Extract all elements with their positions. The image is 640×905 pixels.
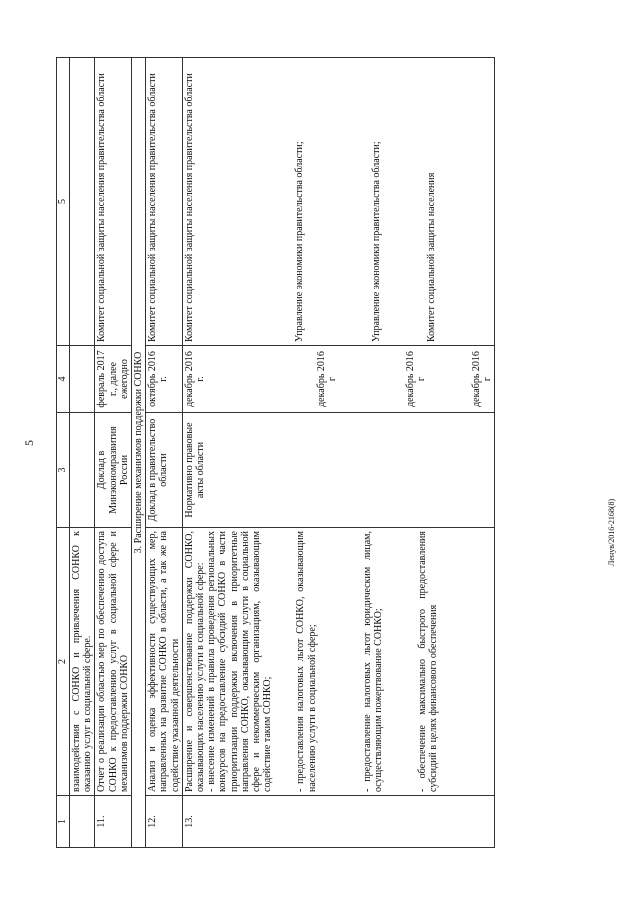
responsible-3: Управление экономики правительства области; bbox=[371, 141, 383, 342]
rotated-table-frame bbox=[56, 58, 612, 848]
section-row bbox=[132, 58, 146, 848]
responsible-4: Комитет социальной защиты населения bbox=[426, 172, 438, 342]
page-number: 5 bbox=[22, 440, 36, 446]
measures-table bbox=[56, 57, 495, 848]
table-row-carryover bbox=[70, 58, 95, 848]
deadline-4: декабрь 2016 г bbox=[471, 351, 494, 407]
responsible bbox=[182, 58, 495, 346]
result-document: Нормативно правовые акты области bbox=[182, 413, 495, 528]
responsible-1: Комитет социальной защиты населения правительства области bbox=[183, 73, 195, 342]
measure-text bbox=[182, 528, 495, 796]
deadline: октябрь 2016 г. bbox=[146, 346, 183, 413]
table-row-12 bbox=[146, 58, 183, 848]
header-col-1: 1 bbox=[57, 796, 70, 848]
responsible: Комитет социальной защиты населения правительства области bbox=[146, 58, 183, 346]
table-row-13 bbox=[182, 58, 495, 848]
measure-text: Отчет о реализации областью мер по обеспечению доступа СОНКО к предоставлению услуг в социальной сфере и механизмов поддержки СОНКО bbox=[95, 528, 132, 796]
deadline-2: декабрь 2016 г bbox=[316, 351, 339, 407]
measure-text: Анализ и оценка эффективности существующих мер, направленных на развитие СОНКО в области, а так же на содействие указанной деятельности bbox=[146, 528, 183, 796]
header-col-4: 4 bbox=[57, 346, 70, 413]
row-number: 11. bbox=[95, 796, 132, 848]
measure-item-3: - предоставление налоговых льгот юридическим лицам, осуществляющим пожертвование СОНКО; bbox=[361, 531, 385, 792]
responsible-2: Управление экономики правительства области; bbox=[294, 141, 306, 342]
result-document: Доклад в Минэкономразвития России bbox=[95, 413, 132, 528]
result-document: Доклад в правительство области bbox=[146, 413, 183, 528]
measure-intro: Расширение и совершенствование поддержки СОНКО, оказывающих населению услуги в социальной сфере: bbox=[183, 531, 207, 792]
header-col-5: 5 bbox=[57, 58, 70, 346]
table-header-row bbox=[57, 58, 70, 848]
deadline-1: декабрь 2016 г. bbox=[183, 351, 207, 407]
deadline bbox=[182, 346, 495, 413]
table-row-11 bbox=[95, 58, 132, 848]
carryover-text: взаимодействия с СОНКО и привлечения СОНКО к оказанию услуг в социальной сфере. bbox=[70, 528, 95, 796]
deadline-3: декабрь 2016 г bbox=[404, 351, 427, 407]
row-number: 13. bbox=[182, 796, 495, 848]
row-number: 12. bbox=[146, 796, 183, 848]
footer-code: Ленув/2016-2168(8) bbox=[607, 498, 616, 566]
measure-item-1: - внесение изменений в правила проведения региональных конкурсов на предоставление субсидий СОНКО в части приоритизации поддержки включения в приоритетные направления СОНКО, оказывающим услуги в социальной сфере и некоммерческим организациям, оказывающим содействие таким СОНКО; bbox=[206, 531, 274, 792]
section-title: 3. Расширение механизмов поддержки СОНКО bbox=[132, 58, 146, 848]
measure-item-2: - предоставления налоговых льгот СОНКО, оказывающим населению услуги в социальной сфере; bbox=[295, 531, 318, 792]
deadline: февраль 2017 г., далее ежегодно bbox=[95, 346, 132, 413]
header-col-3: 3 bbox=[57, 413, 70, 528]
responsible: Комитет социальной защиты населения правительства области bbox=[95, 58, 132, 346]
header-col-2: 2 bbox=[57, 528, 70, 796]
measure-item-4: - обеспечение максимально быстрого предоставления субсидий в целях финансового обеспечения bbox=[417, 531, 440, 792]
